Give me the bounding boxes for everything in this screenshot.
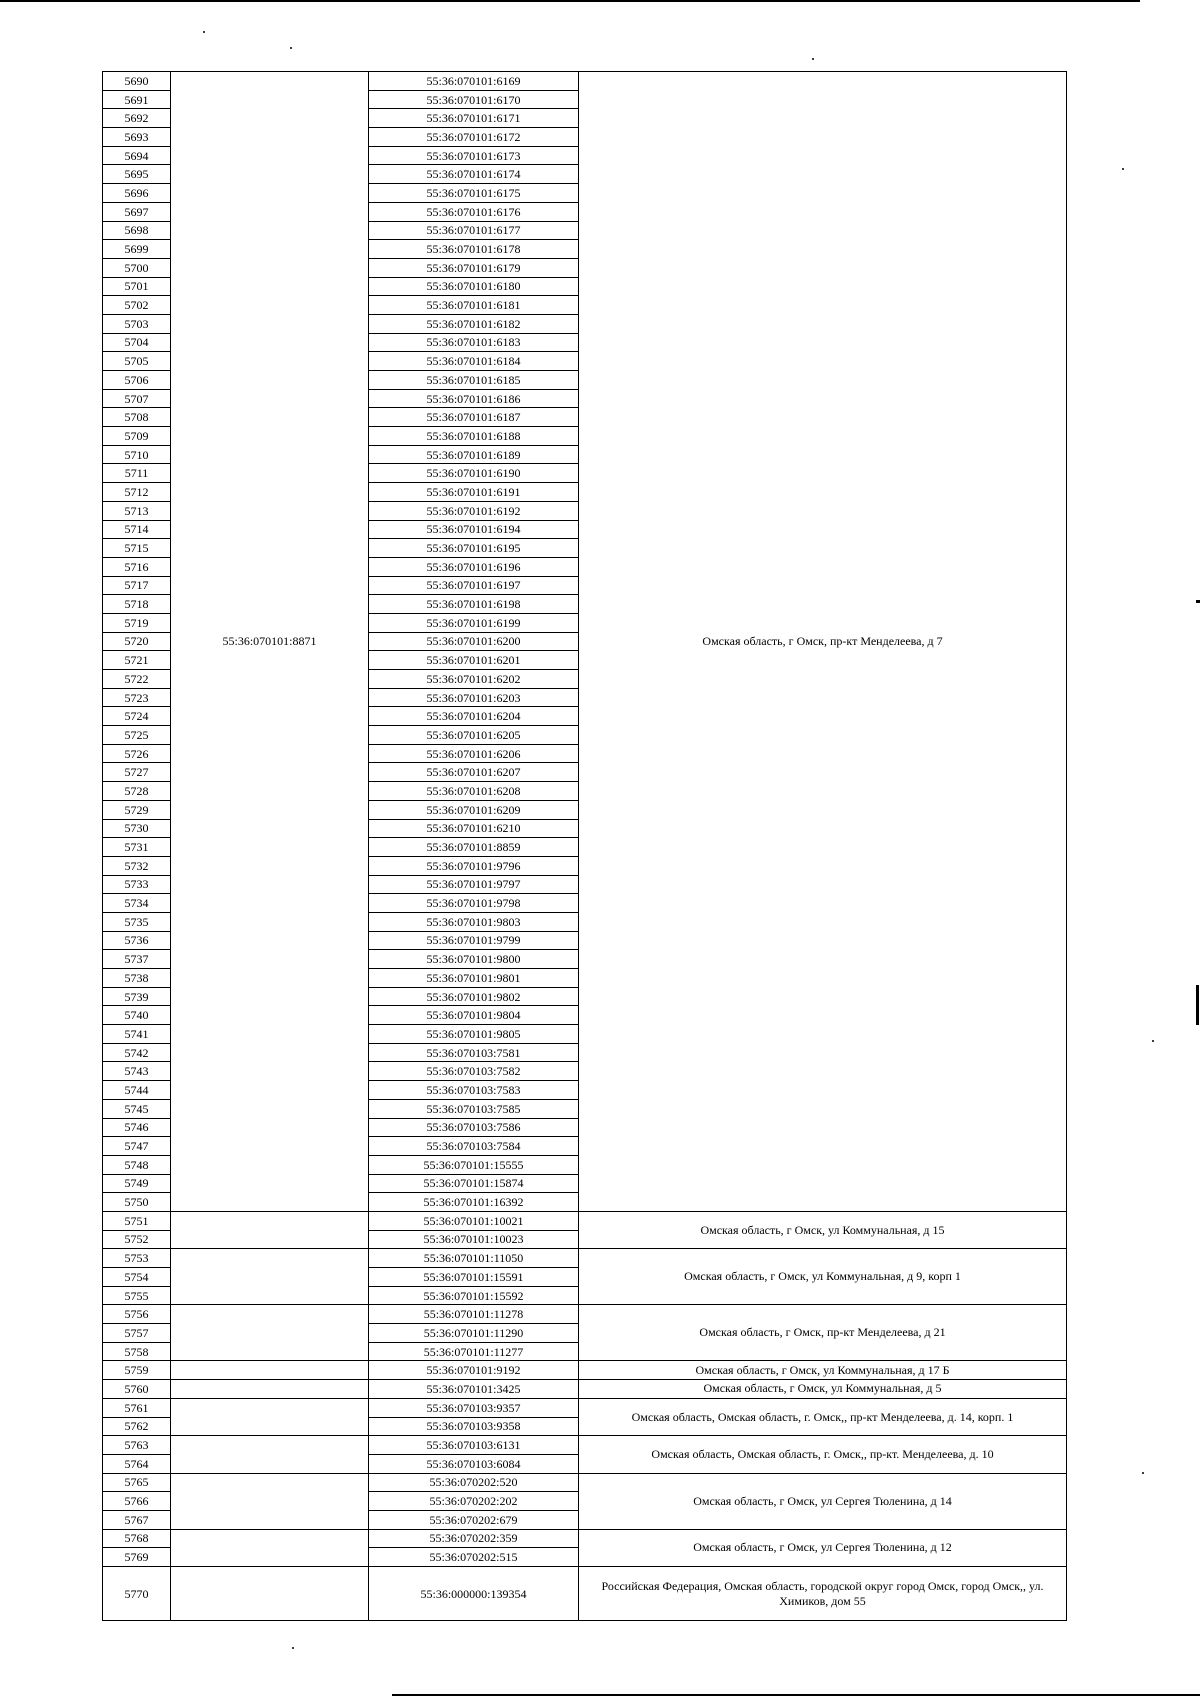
scan-top-edge [0,0,1140,2]
cadastral-number: 55:36:070101:16392 [369,1193,579,1212]
row-number: 5745 [103,1099,171,1118]
cadastral-number: 55:36:070101:15874 [369,1174,579,1193]
row-number: 5741 [103,1025,171,1044]
cadastral-number: 55:36:070101:6182 [369,314,579,333]
row-number: 5742 [103,1043,171,1062]
cadastral-number: 55:36:070101:6170 [369,90,579,109]
row-number: 5738 [103,969,171,988]
row-number: 5714 [103,520,171,539]
row-number: 5710 [103,445,171,464]
row-number: 5770 [103,1567,171,1621]
scan-speck [1142,1472,1144,1474]
cadastral-number: 55:36:070101:15591 [369,1268,579,1287]
row-number: 5723 [103,688,171,707]
row-number: 5765 [103,1473,171,1492]
cadastral-number: 55:36:070101:15555 [369,1155,579,1174]
table-row [103,1249,1067,1268]
cadastral-number: 55:36:070202:202 [369,1492,579,1511]
scan-speck [1122,168,1124,170]
row-number: 5739 [103,987,171,1006]
row-number: 5704 [103,333,171,352]
cadastral-number: 55:36:070202:359 [369,1529,579,1548]
empty-cell [171,1473,369,1529]
cadastral-number: 55:36:070101:6207 [369,763,579,782]
row-number: 5719 [103,613,171,632]
row-number: 5744 [103,1081,171,1100]
row-number: 5717 [103,576,171,595]
cadastral-number: 55:36:070101:10021 [369,1211,579,1230]
address: Омская область, г Омск, ул Коммунальная, д 17 Б [579,1361,1067,1380]
row-number: 5708 [103,408,171,427]
address: Омская область, г Омск, ул Сергея Тюленина, д 12 [579,1529,1067,1566]
cadastral-number: 55:36:070202:520 [369,1473,579,1492]
cadastral-number: 55:36:070101:6194 [369,520,579,539]
row-number: 5693 [103,128,171,147]
row-number: 5762 [103,1417,171,1436]
address: Омская область, Омская область, г. Омск,, пр-кт. Менделеева, д. 10 [579,1436,1067,1473]
row-number: 5715 [103,539,171,558]
cadastral-number: 55:36:070101:6200 [369,632,579,651]
row-number: 5691 [103,90,171,109]
cadastral-number: 55:36:070101:6186 [369,389,579,408]
row-number: 5737 [103,950,171,969]
row-number: 5725 [103,726,171,745]
row-number: 5727 [103,763,171,782]
row-number: 5712 [103,483,171,502]
row-number: 5768 [103,1529,171,1548]
row-number: 5760 [103,1380,171,1399]
row-number: 5692 [103,109,171,128]
cadastral-number: 55:36:070101:6178 [369,240,579,259]
row-number: 5732 [103,856,171,875]
address: Омская область, г Омск, ул Коммунальная, д 5 [579,1380,1067,1399]
cadastral-number: 55:36:070103:6084 [369,1454,579,1473]
row-number: 5711 [103,464,171,483]
row-number: 5730 [103,819,171,838]
row-number: 5734 [103,894,171,913]
table-row [103,1211,1067,1230]
row-number: 5706 [103,371,171,390]
empty-cell [171,1567,369,1621]
cadastral-number: 55:36:070101:6204 [369,707,579,726]
row-number: 5726 [103,744,171,763]
cadastral-number: 55:36:070101:9805 [369,1025,579,1044]
row-number: 5696 [103,184,171,203]
cadastral-number: 55:36:070101:6187 [369,408,579,427]
address: Омская область, г Омск, ул Коммунальная, д 15 [579,1211,1067,1248]
cadastral-number: 55:36:070101:6192 [369,501,579,520]
row-number: 5729 [103,800,171,819]
scan-speck [1152,1040,1154,1042]
cadastral-number: 55:36:070101:6183 [369,333,579,352]
cadastral-number: 55:36:070101:6196 [369,557,579,576]
row-number: 5702 [103,296,171,315]
address: Омская область, г Омск, пр-кт Менделеева, д 7 [579,72,1067,1212]
row-number: 5733 [103,875,171,894]
cadastral-number: 55:36:070101:6197 [369,576,579,595]
cadastral-number: 55:36:070101:9803 [369,912,579,931]
cadastral-number: 55:36:070101:15592 [369,1286,579,1305]
cadastral-number: 55:36:070101:9802 [369,987,579,1006]
cadastral-number: 55:36:070101:9800 [369,950,579,969]
row-number: 5769 [103,1548,171,1567]
cadastral-number: 55:36:070103:7584 [369,1137,579,1156]
table-row [103,1473,1067,1492]
cadastral-number: 55:36:070103:7582 [369,1062,579,1081]
row-number: 5716 [103,557,171,576]
row-number: 5697 [103,202,171,221]
row-number: 5718 [103,595,171,614]
row-number: 5761 [103,1398,171,1417]
address: Российская Федерация, Омская область, городской округ город Омск, город Омск,, ул. Химиков, дом 55 [579,1567,1067,1621]
row-number: 5705 [103,352,171,371]
cadastral-number: 55:36:070103:7583 [369,1081,579,1100]
table-row [103,1529,1067,1548]
scan-speck [292,1647,294,1649]
cadastral-number: 55:36:070101:9799 [369,931,579,950]
row-number: 5731 [103,838,171,857]
cadastral-number: 55:36:070101:6180 [369,277,579,296]
row-number: 5743 [103,1062,171,1081]
cadastral-number: 55:36:070202:515 [369,1548,579,1567]
row-number: 5728 [103,782,171,801]
row-number: 5699 [103,240,171,259]
cadastral-number: 55:36:070101:9192 [369,1361,579,1380]
row-number: 5758 [103,1342,171,1361]
table-row [103,1380,1067,1399]
row-number: 5709 [103,427,171,446]
row-number: 5763 [103,1436,171,1455]
row-number: 5755 [103,1286,171,1305]
row-number: 5735 [103,912,171,931]
row-number: 5722 [103,670,171,689]
cadastral-number: 55:36:070101:6201 [369,651,579,670]
empty-cell [171,1380,369,1399]
empty-cell [171,1211,369,1248]
cadastral-number: 55:36:070103:7586 [369,1118,579,1137]
cadastral-number: 55:36:070101:10023 [369,1230,579,1249]
row-number: 5700 [103,258,171,277]
empty-cell [171,1249,369,1305]
cadastral-number: 55:36:070101:6188 [369,427,579,446]
cadastral-number: 55:36:070101:8859 [369,838,579,857]
row-number: 5701 [103,277,171,296]
address: Омская область, г Омск, ул Коммунальная, д 9, корп 1 [579,1249,1067,1305]
row-number: 5703 [103,314,171,333]
row-number: 5724 [103,707,171,726]
cadastral-number: 55:36:070103:7585 [369,1099,579,1118]
cadastral-number: 55:36:070101:6174 [369,165,579,184]
address: Омская область, г Омск, пр-кт Менделеева, д 21 [579,1305,1067,1361]
row-number: 5694 [103,146,171,165]
cadastral-number: 55:36:070101:6208 [369,782,579,801]
cadastral-number: 55:36:070103:7581 [369,1043,579,1062]
cadastral-number: 55:36:000000:139354 [369,1567,579,1621]
cadastral-number: 55:36:070103:9358 [369,1417,579,1436]
row-number: 5764 [103,1454,171,1473]
row-number: 5707 [103,389,171,408]
row-number: 5766 [103,1492,171,1511]
row-number: 5740 [103,1006,171,1025]
cadastral-number: 55:36:070101:6177 [369,221,579,240]
table-row [103,1305,1067,1324]
row-number: 5767 [103,1510,171,1529]
cadastral-number: 55:36:070101:6195 [369,539,579,558]
cadastral-number: 55:36:070101:6185 [369,371,579,390]
scan-speck [290,47,292,49]
cadastral-number: 55:36:070101:6181 [369,296,579,315]
table-row [103,1398,1067,1417]
row-number: 5754 [103,1268,171,1287]
row-number: 5736 [103,931,171,950]
cadastral-number: 55:36:070101:11050 [369,1249,579,1268]
scan-margin-mark [1196,985,1199,1025]
cadastral-number: 55:36:070101:6202 [369,670,579,689]
cadastral-number: 55:36:070101:6169 [369,72,579,91]
cadastral-number: 55:36:070101:6171 [369,109,579,128]
table-row [103,1436,1067,1455]
register-table [102,71,1067,1621]
cadastral-number: 55:36:070101:6191 [369,483,579,502]
cadastral-number: 55:36:070101:6198 [369,595,579,614]
cadastral-number: 55:36:070101:11290 [369,1324,579,1343]
cadastral-number: 55:36:070103:6131 [369,1436,579,1455]
row-number: 5746 [103,1118,171,1137]
scan-speck [203,31,205,33]
cadastral-number: 55:36:070103:9357 [369,1398,579,1417]
row-number: 5747 [103,1137,171,1156]
cadastral-number: 55:36:070101:6184 [369,352,579,371]
row-number: 5756 [103,1305,171,1324]
row-number: 5752 [103,1230,171,1249]
cadastral-number: 55:36:070101:6205 [369,726,579,745]
cadastral-number: 55:36:070101:6203 [369,688,579,707]
scan-bottom-edge [392,1694,1200,1696]
empty-cell [171,1398,369,1435]
cadastral-number: 55:36:070101:6175 [369,184,579,203]
row-number: 5750 [103,1193,171,1212]
empty-cell [171,1436,369,1473]
cadastral-number: 55:36:070101:11278 [369,1305,579,1324]
cadastral-number: 55:36:070101:6209 [369,800,579,819]
row-number: 5698 [103,221,171,240]
cadastral-number: 55:36:070101:6176 [369,202,579,221]
row-number: 5753 [103,1249,171,1268]
row-number: 5695 [103,165,171,184]
parent-cadastral-number: 55:36:070101:8871 [171,72,369,1212]
cadastral-number: 55:36:070101:6172 [369,128,579,147]
row-number: 5721 [103,651,171,670]
cadastral-number: 55:36:070101:6189 [369,445,579,464]
row-number: 5749 [103,1174,171,1193]
address: Омская область, Омская область, г. Омск,, пр-кт Менделеева, д. 14, корп. 1 [579,1398,1067,1435]
table-row [103,1361,1067,1380]
empty-cell [171,1305,369,1361]
cadastral-number: 55:36:070101:6210 [369,819,579,838]
empty-cell [171,1529,369,1566]
cadastral-number: 55:36:070101:6190 [369,464,579,483]
row-number: 5690 [103,72,171,91]
row-number: 5757 [103,1324,171,1343]
cadastral-number: 55:36:070101:6206 [369,744,579,763]
cadastral-number: 55:36:070101:6199 [369,613,579,632]
row-number: 5751 [103,1211,171,1230]
cadastral-number: 55:36:070101:9801 [369,969,579,988]
cadastral-number: 55:36:070101:9797 [369,875,579,894]
cadastral-number: 55:36:070101:3425 [369,1380,579,1399]
row-number: 5748 [103,1155,171,1174]
cadastral-number: 55:36:070101:11277 [369,1342,579,1361]
cadastral-number: 55:36:070101:6179 [369,258,579,277]
cadastral-number: 55:36:070101:9804 [369,1006,579,1025]
cadastral-number: 55:36:070202:679 [369,1510,579,1529]
row-number: 5713 [103,501,171,520]
table-row [103,72,1067,91]
row-number: 5720 [103,632,171,651]
empty-cell [171,1361,369,1380]
scan-margin-mark [1196,600,1200,603]
table-row [103,1567,1067,1621]
scan-speck [812,58,814,60]
cadastral-number: 55:36:070101:6173 [369,146,579,165]
cadastral-number: 55:36:070101:9796 [369,856,579,875]
address: Омская область, г Омск, ул Сергея Тюленина, д 14 [579,1473,1067,1529]
row-number: 5759 [103,1361,171,1380]
cadastral-number: 55:36:070101:9798 [369,894,579,913]
